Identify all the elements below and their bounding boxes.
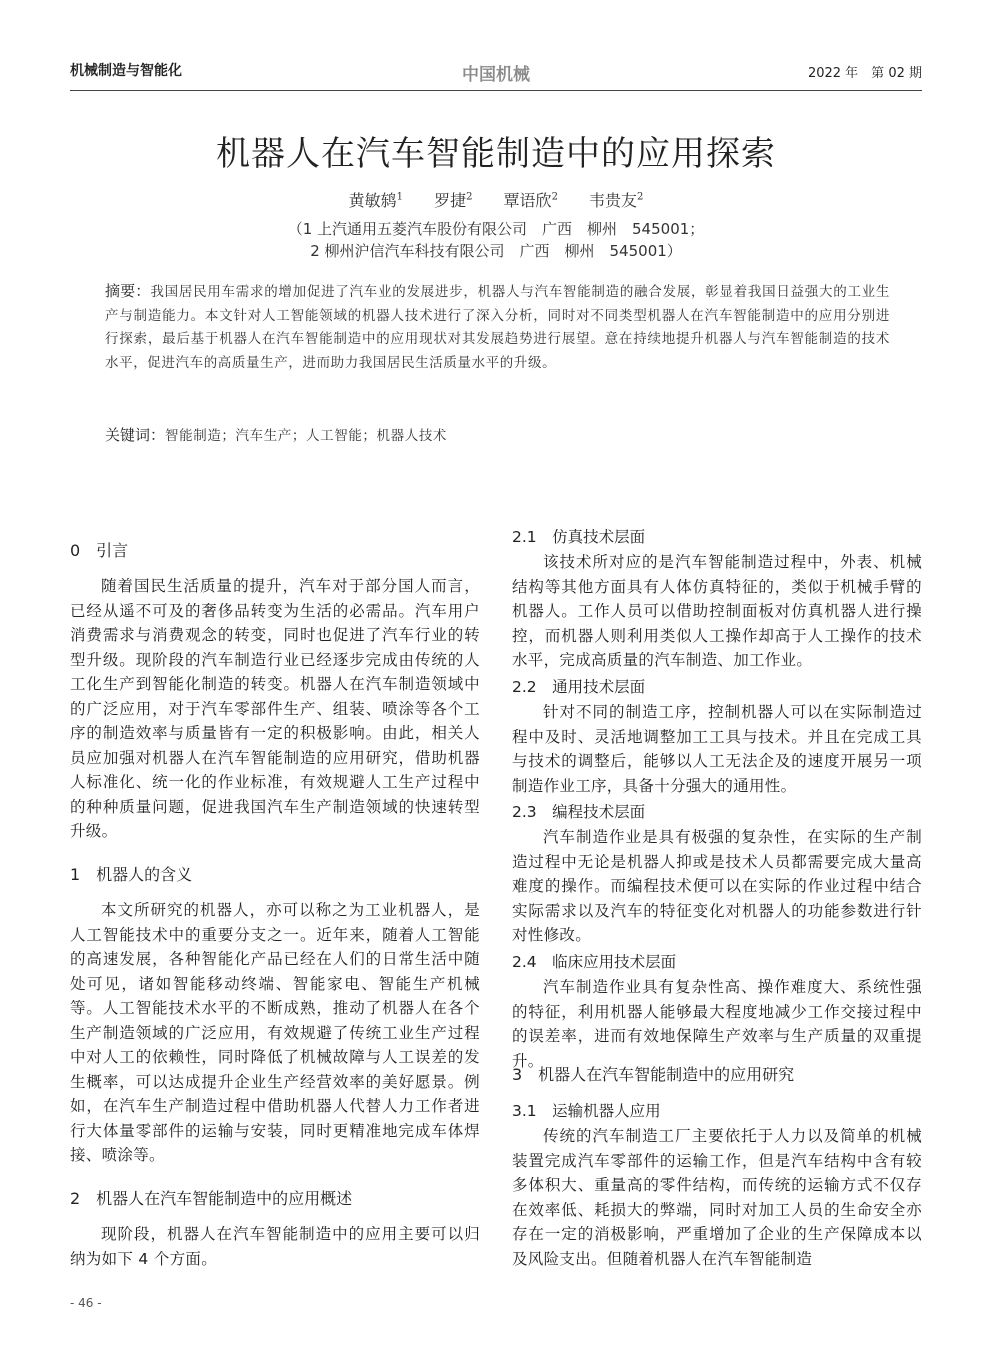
paragraph: 随着国民生活质量的提升，汽车对于部分国人而言，已经从遥不可及的奢侈品转变为生活的必需品。汽车用户消费需求与消费观念的转变，同时也促进了汽车行业的转型升级。现阶段的汽车制造行业已经逐步完成由传统的人工化生产到智能化制造的转变。机器人在汽车制造领域中的广泛应用，对于汽车零部件生产、组装、喷涂等各个工序的制造效率与质量皆有一定的积极影响。由此，相关人员应加强对机器人在汽车智能制造的应用研究，借助机器人标准化、统一化的作业标准，有效规避人工生产过程中的种种质量问题，促进我国汽车生产制造领域的快速转型升级。 <box>70 577 480 840</box>
paragraph: 针对不同的制造工序，控制机器人可以在实际制造过程中及时、灵活地调整加工工具与技术。并且在完成工具与技术的调整后，能够以人工无法企及的速度开展另一项制造作业工序，具备十分强大的通用性。 <box>512 703 922 795</box>
author-name: 韦贵友 <box>589 191 638 210</box>
author-affil-mark: 1 <box>396 191 403 203</box>
subsection-heading: 2.2 通用技术层面 <box>512 678 646 696</box>
subsection-heading: 3.1 运输机器人应用 <box>512 1102 661 1120</box>
keywords-text: 智能制造；汽车生产；人工智能；机器人技术 <box>165 428 448 444</box>
running-header-issue: 2022 年 第 02 期 <box>807 66 922 81</box>
section-heading: 0 引言 <box>70 541 129 560</box>
section-heading: 3 机器人在汽车智能制造中的应用研究 <box>512 1065 795 1084</box>
affiliation-line: 2 柳州沪信汽车科技有限公司 广西 柳州 545001） <box>310 242 682 260</box>
running-header-section: 机械制造与智能化 <box>70 63 182 79</box>
page-number: - 46 - <box>70 1296 102 1310</box>
author-list <box>0 188 992 211</box>
abstract-label: 摘要： <box>105 282 151 300</box>
paragraph: 本文所研究的机器人，亦可以称之为工业机器人，是人工智能技术中的重要分支之一。近年来，随着人工智能的高速发展，各种智能化产品已经在人们的日常生活中随处可见，诸如智能移动终端、智能家电、智能生产机械等。人工智能技术水平的不断成熟，推动了机器人在各个生产制造领域的广泛应用，有效规避了传统工业生产过程中对人工的依赖性，同时降低了机械故障与人工误差的发生概率，可以达成提升企业生产经营效率的美好愿景。例如，在汽车生产制造过程中借助机器人代替人力工作者进行大体量零部件的运输与安装，同时更精准地完成车体焊接、喷涂等。 <box>70 901 480 1164</box>
author-affil-mark: 2 <box>551 191 558 203</box>
affiliation-line: （1 上汽通用五菱汽车股份有限公司 广西 柳州 545001； <box>287 220 705 238</box>
subsection-heading: 2.4 临床应用技术层面 <box>512 953 677 971</box>
author-name: 黄敏鸫 <box>348 191 397 210</box>
subsection-heading: 2.3 编程技术层面 <box>512 803 646 821</box>
author-affil-mark: 2 <box>637 191 644 203</box>
author-name: 覃语欣 <box>503 191 552 210</box>
running-header-journal: 中国机械 <box>462 65 530 85</box>
keywords <box>105 424 447 445</box>
keywords-label: 关键词： <box>105 426 166 444</box>
author <box>349 191 403 210</box>
paragraph: 汽车制造作业具有复杂性高、操作难度大、系统性强的特征，利用机器人能够最大程度地减少工作交接过程中的误差率，进而有效地保障生产效率与生产质量的双重提升。 <box>512 978 922 1070</box>
article-title: 机器人在汽车智能制造中的应用探索 <box>216 134 776 174</box>
paragraph: 该技术所对应的是汽车智能制造过程中，外表、机械结构等其他方面具有人体仿真特征的，类似于机械手臂的机器人。工作人员可以借助控制面板对仿真机器人进行操控，而机器人则利用类似人工操作却高于人工操作的技术水平，完成高质量的汽车制造、加工作业。 <box>512 553 922 669</box>
subsection-heading: 2.1 仿真技术层面 <box>512 528 646 546</box>
author-name: 罗捷 <box>434 191 467 210</box>
author <box>589 191 643 210</box>
author <box>504 191 558 210</box>
paragraph: 现阶段，机器人在汽车智能制造中的应用主要可以归纳为如下 4 个方面。 <box>70 1225 480 1268</box>
paragraph: 汽车制造作业是具有极强的复杂性，在实际的生产制造过程中无论是机器人抑或是技术人员都需要完成大量高难度的操作。而编程技术便可以在实际的作业过程中结合实际需求以及汽车的特征变化对机器人的功能参数进行针对性修改。 <box>512 828 922 944</box>
author-affil-mark: 2 <box>466 191 473 203</box>
section-heading: 1 机器人的含义 <box>70 865 193 884</box>
section-heading: 2 机器人在汽车智能制造中的应用概述 <box>70 1189 353 1208</box>
author <box>434 191 472 210</box>
header-rule <box>70 90 922 91</box>
abstract-text: 我国居民用车需求的增加促进了汽车业的发展进步，机器人与汽车智能制造的融合发展，彰显着我国日益强大的工业生产与制造能力。本文针对人工智能领域的机器人技术进行了深入分析，同时对不同类型机器人在汽车智能制造中的应用分别进行探索，最后基于机器人在汽车智能制造中的应用现状对其发展趋势进行展望。意在持续地提升机器人与汽车智能制造的技术水平，促进汽车的高质量生产，进而助力我国居民生活质量水平的升级。 <box>105 284 890 371</box>
paragraph: 传统的汽车制造工厂主要依托于人力以及简单的机械装置完成汽车零部件的运输工作，但是汽车结构中含有较多体积大、重量高的零件结构，而传统的运输方式不仅存在效率低、耗损大的弊端，同时对加工人员的生命安全亦存在一定的消极影响，严重增加了企业的生产保障成本以及风险支出。但随着机器人在汽车智能制造 <box>512 1127 922 1268</box>
abstract <box>105 280 890 375</box>
